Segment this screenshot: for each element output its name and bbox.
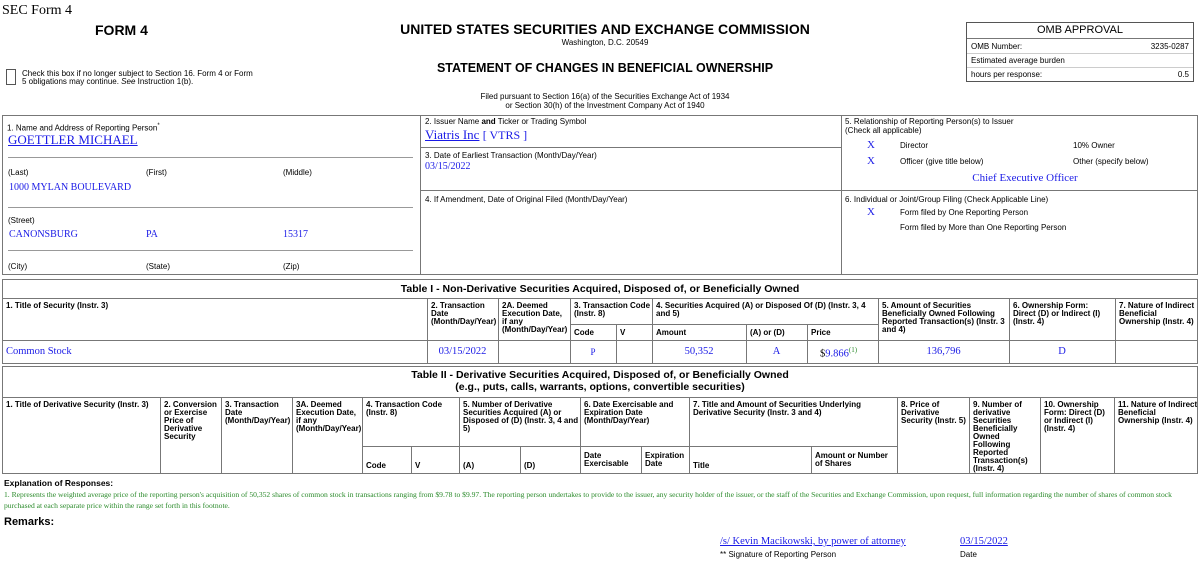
- commission-location: Washington, D.C. 20549: [561, 38, 649, 47]
- t1-row-price: [820, 346, 857, 360]
- box2-label-a: 2. Issuer Name: [425, 117, 482, 126]
- issuer-line: [425, 127, 527, 143]
- filed-pursuant: [360, 92, 850, 110]
- no-longer-subject-checkbox[interactable]: [6, 69, 16, 85]
- other-label: Other (specify below): [1073, 157, 1149, 166]
- omb-number-label: OMB Number:: [971, 42, 1023, 51]
- street-label: (Street): [8, 216, 35, 225]
- t2-h3a: 3A. Deemed Execution Date, if any (Month/Day/Year): [296, 400, 362, 433]
- filed-line-1: Filed pursuant to Section 16(a) of the Securities Exchange Act of 1934: [480, 92, 730, 101]
- remarks-label: Remarks:: [4, 516, 55, 528]
- omb-title: OMB APPROVAL: [967, 23, 1193, 39]
- omb-hours-value: 0.5: [1177, 70, 1189, 79]
- t2-sub-amount: Amount or Number of Shares: [815, 451, 888, 468]
- t1-sub-code: Code: [574, 328, 594, 337]
- commission-title: UNITED STATES SECURITIES AND EXCHANGE COMMISSION: [400, 21, 810, 37]
- t2-h8: 8. Price of Derivative Security (Instr. 5): [901, 400, 966, 425]
- t1-h5: 5. Amount of Securities Beneficially Owned Following Reported Transaction(s) (Instr. 3 and 4): [882, 301, 1005, 334]
- city-label: (City): [8, 262, 28, 271]
- box4-label: 4. If Amendment, Date of Original Filed (Month/Day/Year): [425, 195, 628, 204]
- omb-approval-box: [966, 22, 1194, 82]
- explanation-label: Explanation of Responses:: [4, 478, 114, 488]
- signature-date-link[interactable]: 03/15/2022: [960, 536, 1008, 547]
- table-2-title: [2, 369, 1198, 393]
- t1-sub-amount: Amount: [656, 328, 687, 337]
- omb-hours-label: hours per response:: [971, 70, 1043, 79]
- one-person-mark: X: [867, 206, 875, 218]
- t1-h7: 7. Nature of Indirect Beneficial Ownership (Instr. 4): [1119, 301, 1195, 326]
- issuer-name-link[interactable]: Viatris Inc: [425, 127, 480, 142]
- box5-label-2: (Check all applicable): [845, 126, 922, 135]
- t1-row-code: P: [590, 347, 596, 357]
- t1-h2a: 2A. Deemed Execution Date, if any (Month/Day/Year): [502, 301, 568, 334]
- one-person-label: Form filed by One Reporting Person: [900, 208, 1029, 217]
- box5-label-1: 5. Relationship of Reporting Person(s) to Issuer: [845, 117, 1014, 126]
- t2-h9: 9. Number of derivative Securities Beneficially Owned Following Reported Transaction(s) (Instr. 4): [973, 400, 1028, 473]
- t2-h10: 10. Ownership Form: Direct (D) or Indirect (I) (Instr. 4): [1044, 400, 1105, 433]
- t1-row-price-dollar: $: [820, 348, 826, 360]
- filed-line-2: or Section 30(h) of the Investment Company Act of 1940: [505, 101, 705, 110]
- more-person-label: Form filed by More than One Reporting Person: [900, 223, 1067, 232]
- page-title: SEC Form 4: [2, 3, 73, 18]
- t1-row-price-value: 9.866: [825, 348, 849, 360]
- form-label: FORM 4: [95, 22, 148, 38]
- t2-h4: 4. Transaction Code (Instr. 8): [366, 400, 443, 417]
- t1-row-amount: 50,352: [684, 346, 714, 357]
- omb-burden-label: Estimated average burden: [971, 56, 1065, 65]
- t2-h3: 3. Transaction Date (Month/Day/Year): [225, 400, 291, 425]
- checkbox-text-line-1: Check this box if no longer subject to Section 16. Form 4 or Form: [22, 69, 253, 78]
- officer-label: Officer (give title below): [900, 157, 984, 166]
- state-label: (State): [146, 262, 171, 271]
- statement-title: STATEMENT OF CHANGES IN BENEFICIAL OWNERSHIP: [436, 61, 774, 75]
- street-value: 1000 MYLAN BOULEVARD: [9, 182, 132, 193]
- t2-sub-code: Code: [366, 461, 386, 470]
- signature-label: ** Signature of Reporting Person: [720, 550, 837, 559]
- box5-label: [845, 117, 1014, 135]
- t1-h1: 1. Title of Security (Instr. 3): [6, 301, 109, 310]
- last-label: (Last): [8, 168, 29, 177]
- t1-row-owned: 136,796: [926, 346, 961, 357]
- t2-h11: 11. Nature of Indirect Beneficial Ownership (Instr. 4): [1118, 400, 1198, 425]
- footnote-1: 1. Represents the weighted average price of the reporting person's acquisition of 50,352 shares of common stock in transactions ranging from $9.78 to $9.97. The reporting person undertakes to provide to the issuer, any security holder of the issuer, or the staff of the Securities and Exchange Commission, upon request, full information regarding the number of shares of common stock purchased at each separate price within the range set forth in this footnote.: [4, 490, 1172, 510]
- table-2-title-1: Table II - Derivative Securities Acquired, Disposed of, or Beneficially Owned: [411, 369, 789, 381]
- box2-label-c: Ticker or Trading Symbol: [495, 117, 587, 126]
- t1-sub-ad: (A) or (D): [750, 328, 785, 337]
- table-2-title-2: (e.g., puts, calls, warrants, options, convertible securities): [455, 381, 745, 393]
- earliest-transaction-date: 03/15/2022: [425, 161, 471, 172]
- t2-h7: 7. Title and Amount of Securities Underlying Derivative Security (Instr. 3 and 4): [693, 400, 862, 417]
- signature-link[interactable]: /s/ Kevin Macikowski, by power of attorney: [720, 536, 906, 547]
- t2-sub-date-exercisable: Date Exercisable: [584, 451, 629, 468]
- state-value: PA: [146, 229, 158, 240]
- box2-label-b: and: [481, 117, 496, 126]
- t2-h1: 1. Title of Derivative Security (Instr. 3): [6, 400, 149, 409]
- t2-sub-v: V: [415, 461, 421, 470]
- zip-label: (Zip): [283, 262, 300, 271]
- t2-h6: 6. Date Exercisable and Expiration Date (Month/Day/Year): [584, 400, 674, 425]
- officer-mark: X: [867, 155, 875, 167]
- t1-row-ad: A: [772, 346, 781, 357]
- zip-value: 15317: [283, 229, 308, 240]
- box1-label-star: *: [157, 123, 160, 129]
- t1-row-price-footnote: (1): [848, 346, 858, 354]
- t2-h5: 5. Number of Derivative Securities Acquired (A) or Disposed of (D) (Instr. 3, 4 and 5): [463, 400, 579, 433]
- t2-sub-title: Title: [693, 461, 710, 470]
- t1-h6: 6. Ownership Form: Direct (D) or Indirect (I) (Instr. 4): [1013, 301, 1101, 326]
- t1-h2: 2. Transaction Date (Month/Day/Year): [431, 301, 497, 326]
- checkbox-text: [22, 70, 262, 86]
- t2-h2: 2. Conversion or Exercise Price of Derivative Security: [164, 400, 217, 441]
- t2-sub-a: (A): [463, 461, 475, 470]
- ticker-symbol: [ VTRS ]: [482, 128, 528, 142]
- date-label: Date: [960, 550, 977, 559]
- box6-label: 6. Individual or Joint/Group Filing (Check Applicable Line): [845, 195, 1049, 204]
- reporting-person-name-link[interactable]: GOETTLER MICHAEL: [8, 132, 138, 147]
- t1-row-date: 03/15/2022: [438, 346, 487, 357]
- t1-h4: 4. Securities Acquired (A) or Disposed Of (D) (Instr. 3, 4 and 5): [656, 301, 866, 318]
- box2-label: [425, 117, 586, 127]
- t2-sub-d: (D): [524, 461, 536, 470]
- checkbox-text-2b: See: [121, 77, 136, 86]
- t2-sub-expiration: Expiration Date: [645, 451, 685, 468]
- ten-percent-owner-label: 10% Owner: [1073, 141, 1115, 150]
- director-mark: X: [867, 139, 875, 151]
- checkbox-text-2a: 5 obligations may continue.: [22, 77, 122, 86]
- officer-title: Chief Executive Officer: [972, 172, 1078, 184]
- checkbox-text-line-2: [22, 78, 262, 86]
- table-1-title: Table I - Non-Derivative Securities Acquired, Disposed of, or Beneficially Owned: [400, 283, 800, 295]
- first-label: (First): [146, 168, 167, 177]
- t1-row-form: D: [1058, 346, 1066, 357]
- director-label: Director: [900, 141, 929, 150]
- t1-h3: 3. Transaction Code (Instr. 8): [574, 301, 651, 318]
- box3-label: 3. Date of Earliest Transaction (Month/Day/Year): [425, 151, 597, 160]
- box1-label-text: 1. Name and Address of Reporting Person: [7, 123, 158, 133]
- middle-label: (Middle): [283, 168, 312, 177]
- city-value: CANONSBURG: [9, 229, 78, 240]
- t1-sub-v: V: [620, 328, 626, 337]
- t1-row-title: Common Stock: [6, 346, 72, 357]
- omb-number-value: 3235-0287: [1150, 42, 1189, 51]
- checkbox-text-2c: Instruction 1(b).: [135, 77, 194, 86]
- t1-sub-price: Price: [811, 328, 831, 337]
